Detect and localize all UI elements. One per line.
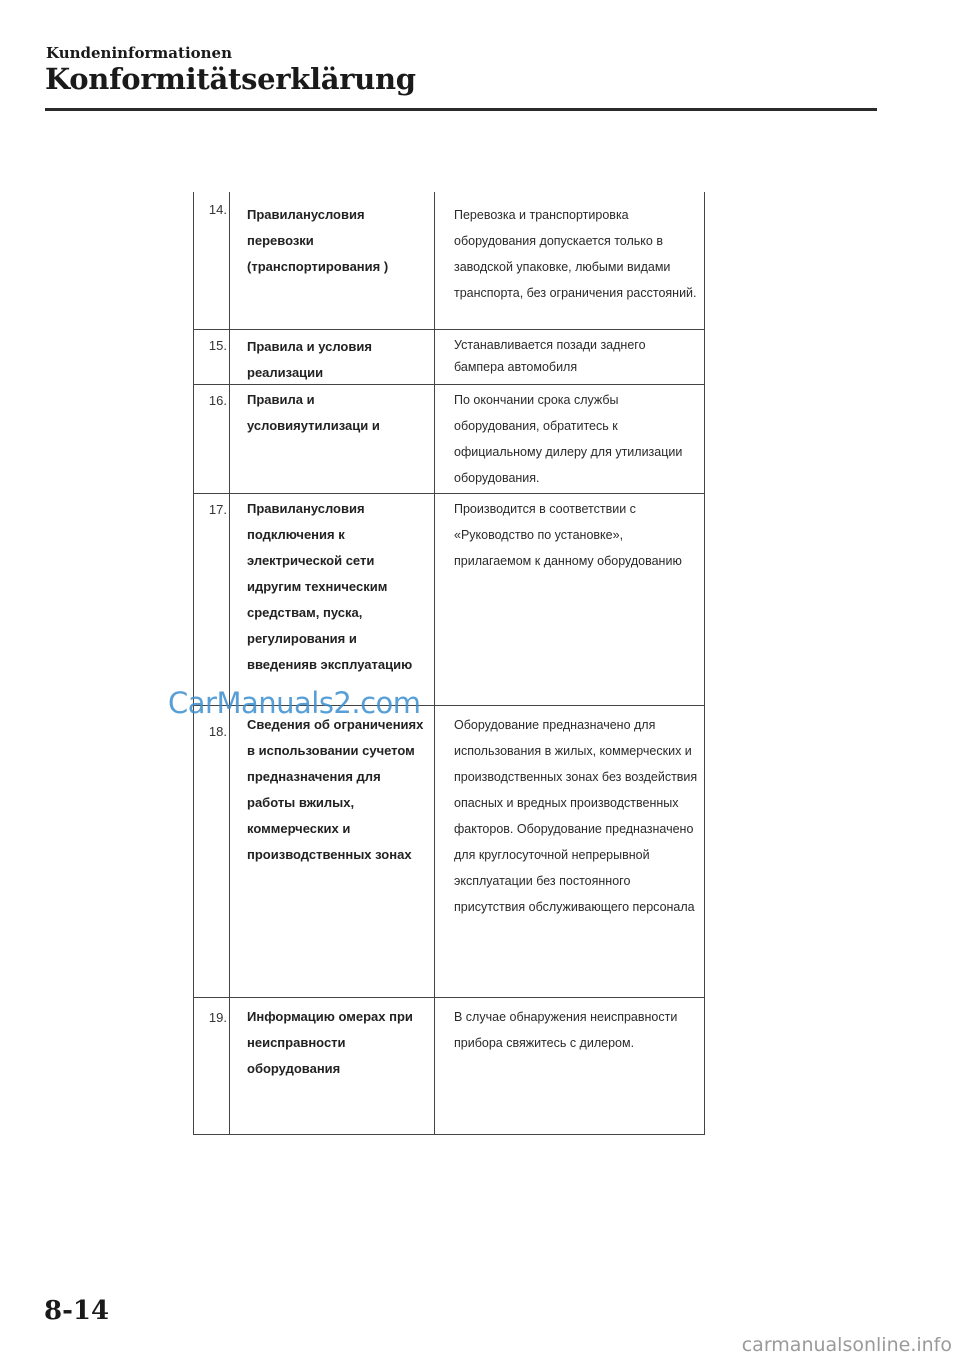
column-divider	[434, 494, 435, 705]
column-divider	[229, 330, 230, 384]
row-description: Перевозка и транспортировка оборудования допускается только в заводской упаковке, любыми видами транспорта, без ограничения расстояний.	[454, 208, 697, 300]
table-row	[193, 494, 705, 706]
column-divider	[229, 192, 230, 329]
column-divider	[434, 998, 435, 1134]
row-title: Сведения об ограничениях в использовании сучетом предназначения для работы вжилых, коммерческих и производственных зонах	[247, 717, 424, 862]
conformity-table	[193, 192, 705, 1135]
row-description: По окончании срока службы оборудования, обратитесь к официальному дилеру для утилизации оборудования.	[454, 393, 683, 485]
table-right-border	[704, 192, 705, 1135]
row-number: 16.	[208, 393, 227, 408]
table-row	[193, 330, 705, 385]
table-row	[193, 385, 705, 494]
row-number: 19.	[208, 1010, 227, 1025]
row-number: 14.	[208, 202, 227, 217]
column-divider	[434, 192, 435, 329]
table-row	[193, 998, 705, 1135]
row-description: Производится в соответствии с «Руководство по установке», прилагаемом к данному оборудованию	[454, 502, 682, 568]
column-divider	[229, 998, 230, 1134]
column-divider	[434, 385, 435, 493]
column-divider	[229, 385, 230, 493]
column-divider	[229, 706, 230, 997]
watermark: CarManuals2.com	[168, 686, 421, 720]
table-row	[193, 192, 705, 330]
footer-site-link[interactable]: carmanualsonline.info	[741, 1334, 952, 1356]
row-description: Устанавливается позади заднего бампера автомобиля	[454, 338, 646, 374]
table-row	[193, 706, 705, 998]
row-description: В случае обнаружения неисправности прибора свяжитесь с дилером.	[454, 1010, 678, 1050]
column-divider	[434, 706, 435, 997]
table-left-border	[193, 192, 194, 1135]
row-description: Оборудование предназначено для использования в жилых, коммерческих и производственных зонах без воздействия опасных и вредных производственных факторов. Оборудование предназначено для круглосуточной непрерывной эксплуатации без постоянного присутствия обслуживающего персонала	[454, 718, 698, 914]
column-divider	[229, 494, 230, 705]
page-title: Konformitätserklärung	[45, 62, 416, 96]
page-number: 8-14	[44, 1296, 110, 1326]
header-rule	[45, 108, 877, 111]
row-title: Правиланусловия подключения к электрической сети идругим техническим средствам, пуска, регулирования и введенияв эксплуатацию	[247, 501, 413, 672]
row-title: Правила и условияутилизаци и	[247, 392, 380, 433]
row-title: Информацию омерах при неисправности оборудования	[247, 1009, 413, 1076]
row-title: Правила и условия реализации	[247, 339, 372, 380]
section-label: Kundeninformationen	[46, 44, 232, 62]
row-number: 18.	[208, 724, 227, 739]
column-divider	[434, 330, 435, 384]
row-number: 15.	[208, 338, 227, 353]
row-title: Правиланусловия перевозки (транспортирования )	[247, 207, 389, 274]
row-number: 17.	[208, 502, 227, 517]
